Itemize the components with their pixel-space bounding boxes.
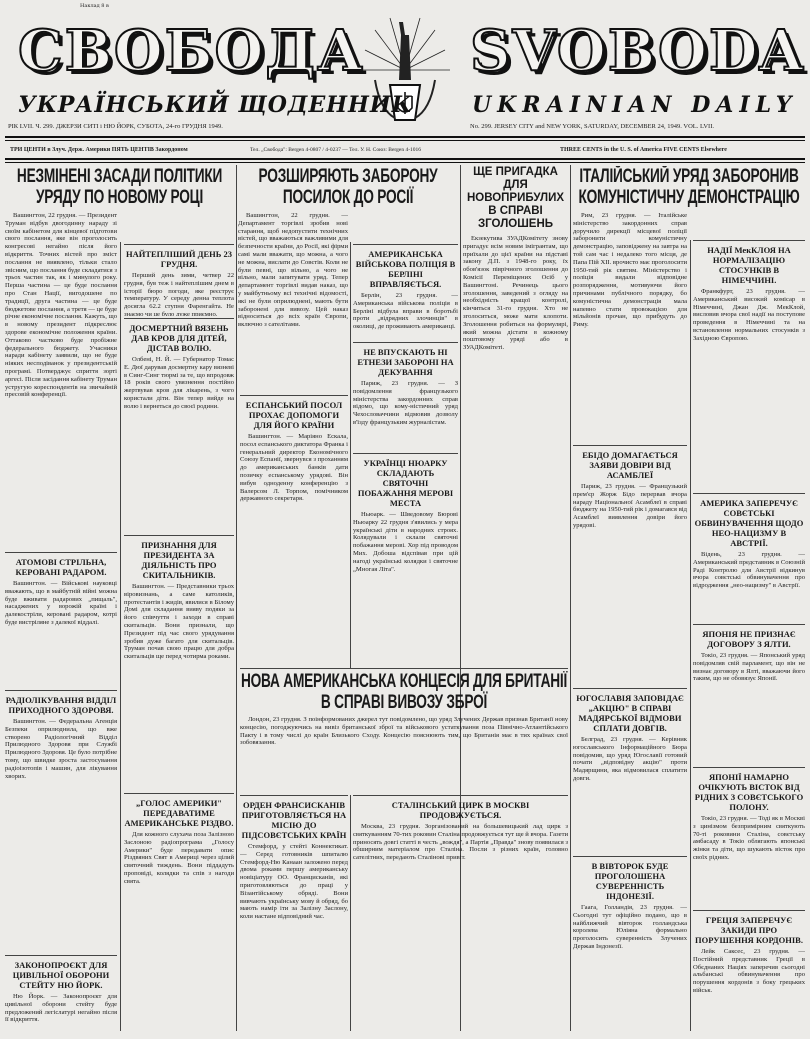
article-body: Ньюарк. — Шведовому Бюрові Ньюарку 22 грудня з'явились у мера українські діти в народних строях. Колядували і склали святочні побажання мерові. Хор під проводом Мих. Добоша відспівав при цій нагоді українські колядки і святочне „Многая Літа". <box>353 511 458 573</box>
divider <box>5 158 805 160</box>
article-body: Лейк Саксес, 23 грудня. — Постійний представник Греції в Обєднаних Націях заперечив сьогодні альбанські обвинувачення про порушення кордонів з боку грецьких військ. <box>693 948 805 994</box>
headline: ПРИЗНАННЯ ДЛЯ ПРЕЗИДЕНТА ЗА ДІЯЛЬНІСТЬ ПРО СКИТАЛЬНИКІВ. <box>141 540 217 580</box>
column-rule <box>570 165 571 1031</box>
headline: ЮГОСЛАВІЯ ЗАПОВІДАЄ „АКЦІЮ" В СПРАВІ МАДЯРСЬКОЇ ВІДМОВИ СПЛАТИ ДОВГІВ. <box>576 693 684 733</box>
article-franciscans <box>240 795 348 1035</box>
headline: НЕЗМІНЕНІ ЗАСАДИ ПОЛІТИКИ УРЯДУ ПО НОВОМУ РОЦІ <box>16 166 223 208</box>
phone-numbers: Тел. „Свобода": Bergen 4-0807 / 4-0237 — Тел. У. Н. Союз: Bergen 4-1016 <box>250 147 422 153</box>
article-indonesia-sovereignty <box>573 856 687 1036</box>
headline: СТАЛІНСЬКИЙ ЦИРК В МОСКВІ ПРОДОВЖУЄТЬСЯ. <box>391 800 530 820</box>
price-ukrainian: ТРИ ЦЕНТИ в Злуч. Держ. Америки ПЯТЬ ЦЕНТІВ Закордоном <box>10 147 188 153</box>
article-body: Стемфорд, у стейті Коннектикат. — Серед готовників шпиталю Стемфорд-Ню Канаан заложено перед двома роками першу американську новіціатуру ОО. Францисканів, які приготовляються до праці у Візантійському обряді. Вони вивчають українську мову й обряд, бо мають намір іти за Залізну Заслону, коли настане відповідний час. <box>240 843 348 921</box>
divider <box>5 136 805 138</box>
article-prisoner-blood <box>124 318 234 533</box>
article-body: Париж, 23 грудня. — З повідомлення французького міністерства закордонних справ відомо, що кому-ністичний уряд Чехословаччини відмовив дозволу в'їзду французьким журналістам. <box>353 380 458 426</box>
article-mccloy-hopes <box>693 240 805 490</box>
dateline-english: No. 299. JERSEY CITY and NEW YORK, SATURDAY, DECEMBER 24, 1949. VOL. LVII. <box>470 123 715 130</box>
article-stalin-circus <box>353 795 568 1035</box>
article-austria-neonazism <box>693 493 805 621</box>
headline: НАЙТЕПЛІШИЙ ДЕНЬ 23 ГРУДНЯ. <box>125 249 232 269</box>
headline: АТОМОВІ СТРІЛЬНА, КЕРОВАНІ РАДАРОМ. <box>15 557 107 577</box>
masthead-title-ukrainian: СВОБОДА <box>18 18 365 84</box>
article-body: Берлін, 23 грудня. — Американська військова поліція в Берліні відбула вправи в боротьбі проти „відрядних злочинців" в околиці, де проживають американці. <box>353 292 458 331</box>
headline: ЕСПАНСЬКИЙ ПОСОЛ ПРОХАЄ ДОПОМОГИ ДЛЯ ЙОГО КРАЇНИ <box>245 400 343 430</box>
headline: „ГОЛОС АМЕРИКИ" ПЕРЕДАВАТИМЕ АМЕРИКАНСЬКЕ РІЗДВО. <box>124 798 234 828</box>
divider <box>5 162 805 163</box>
article-atomic-missiles <box>5 552 117 687</box>
masthead-title-english: SVOBODA <box>470 18 805 84</box>
article-japan-yalta <box>693 624 805 764</box>
article-body: Для кожного слухача поза Залізною Заслоною радіопрограма „Голосу Америки" буде передавати опис Різдвяних Свят в Америці через цілий святочний тиждень. Вони піддадуть проповіді, колядки та спів з нагоди свята. <box>124 831 234 885</box>
column-rule <box>350 795 351 1031</box>
article-body: Вашингтон. — Представники трьох віровизнань, а саме католиків, протестантів і жидів, явилися в Білому Домі для складання вияву подяки за його співчуття і заходи в справі скитальців. Вони признали, що Президент під час свого урядування зробив дуже багато для скитальців. Труман почав свою працю для добра скитальців ще перед чотирма роками. <box>124 583 234 661</box>
headline: РОЗШИРЯЮТЬ ЗАБОРОНУ ПОСИЛОК ДО РОСІЇ <box>258 166 438 208</box>
article-body: Вашингтон. — Федеральна Агенція Безпеки оприлюднила, що вже створено Радіологічний Відділ Прилюдного Здоровя при Службі Прилюдного Здоровя. Це було потрібне тому, що швидке зроста застосування радіоізотопів і машин, для лікування хворих. <box>5 718 117 780</box>
article-body: Олбені, Н. Й. — Губернатор Томас Е. Дюї дарував досмертну кару вязневі в Синг-Синг тюрмі за те, що впродовж 18 років свого увязнення постійно жертвував кров для лікарень, з чого користали діти. Він тепер вийде на волю і вернеться до своєї родини. <box>124 356 234 410</box>
article-body: Екзекутива ЗУАДКомітету знову пригадує всім новим імігрантам, що приїхали до цієї країни на підставі закону Д.П. з 1948-го року, їх обов'язок піврічного зголошення до Комісії Переміщених Осіб у Вашингтоні. Речинець цього зголошення, заведений з огляду на необхідність кращої контролі, кінчиться 31-го грудня. Хто не зголоситься, може мати клопоти. Зголошення робиться на формулярі, який можна дістати в кожному поштовому уряді або в ЗУАДКомітеті. <box>463 235 568 352</box>
article-body: Токіо, 23 грудня. — Тоді як в Москві з цинізмом безпримірним святкують 70-ті роковини Сталіна, совєтську амбасаду в Токіо облягають японські жінки та діти, що шукають вісток про своїх рідних. <box>693 815 805 861</box>
headline: НЕ ВПУСКАЮТЬ НІ ЕТНЕЗИ ЗАБОРОНІ НА ДЕКУВАННЯ <box>357 347 454 377</box>
headline: ЗАКОНОПРОЄКТ ДЛЯ ЦИВІЛЬНОЇ ОБОРОНИ СТЕЙТУ НЮ ЙОРК. <box>12 960 110 990</box>
headline: НОВА АМЕРИКАНСЬКА КОНЦЕСІЯ ДЛЯ БРИТАНІЇ В СПРАВІ ВИВОЗУ ЗБРОЇ <box>240 671 568 713</box>
column-rule <box>236 165 237 1031</box>
article-body: Ню Йорк. — Законопроєкт для цивільної оборони стейту буде предложений легіслатурі негайно після її відкриття. <box>5 993 117 1024</box>
divider <box>5 140 805 141</box>
headline: В ВІВТОРОК БУДЕ ПРОГОЛОШЕНА СУВЕРЕННІСТЬ ІНДОНЕЗІЇ. <box>591 861 669 901</box>
article-british-arms-concession <box>240 668 568 793</box>
headline: АМЕРИКА ЗАПЕРЕЧУЄ СОВЄТСЬКІ ОБВИНУВАЧЕННЯ ЩОДО НЕО-НАЦИЗМУ В АВСТРІЇ. <box>694 498 804 548</box>
article-body: Лондон, 23 грудня. З поінформованих джерел тут повідомлено, що уряд Злучених Держав признав Британії нову концесію, погоджуючись на вивіз британської зброї та військового устаткування поза Північно-Атлантійського Пакту і в тому числі до країн Близького Сходу. Концесію пояснюють тим, що Британія має в тих країнах свої зобовязання. <box>240 716 568 747</box>
article-yugoslavia-hungary <box>573 688 687 853</box>
article-body: Париж, 23 грудня. — Французький прем'єр Жорж Бідо перервав вчора нараду Національної Асамблеї в справі бюджету на 1950-тий рік і домагався від Асамблеї виявлення довіри його урядові. <box>573 483 687 529</box>
article-voice-of-america <box>124 793 234 1035</box>
article-body: Гаага, Голландія, 23 грудня. — Сьогодні тут офіційно подано, що в найближчий вівторок голландська королева Юліяна формально проголосить суверенність Злучених Держав Індонезії. <box>573 904 687 950</box>
article-warmest-day <box>124 244 234 316</box>
headline: НАДІЇ МекКЛОЯ НА НОРМАЛІЗАЦІЮ СТОСУНКІВ В НІМЕЧЧИНІ. <box>707 245 791 285</box>
article-japanese-prisoners <box>693 767 805 907</box>
article-president-displaced-persons <box>124 535 234 790</box>
headline: РАДІОЛІКУВАННЯ ВІДДІЛ ПРИХОДНОГО ЗДОРОВЯ. <box>5 695 117 715</box>
headline: ГРЕЦІЯ ЗАПЕРЕЧУЄ ЗАКИДИ ПРО ПОРУШЕННЯ КОРДОНІВ. <box>695 915 803 945</box>
headline: ОРДЕН ФРАНСИСКАНІВ ПРИГОТОВЛЯЄТЬСЯ НА МІСІЮ ДО ПІДСОВЄТСЬКИХ КРАЇН <box>241 800 347 840</box>
article-czech-ban <box>353 342 458 450</box>
article-body: Вашингтон. — Маріяно Ескала, посол еспанського диктатора Франка і генеральний директор Економічного Союзу Еспанії, звернувся з проханням до американських банків дати позичку еспанському урядові. Він вибув одноденну конференцію з Валерсом Л. Торпом, помічником державного секретаря. <box>240 433 348 503</box>
article-newark-ukrainians <box>353 453 458 663</box>
headline: ЩЕ ПРИГАДКА ДЛЯ НОВОПРИБУЛИХ В СПРАВІ ЗГОЛОШЕНЬ <box>466 166 565 230</box>
article-body: Москва, 23 грудня. Зорганізований на большевицький лад цирк з святкуванням 70-тих роковин Сталіна продовжується тут ще й вчора. Газети приносять довгі статті в честь „вождя", а Партія „Правда" знову появилася з обширним матеріалом про Сталіна. Посли з різних країн, головно сателітних, передають Сталінові привіт. <box>353 823 568 862</box>
article-radiology-division <box>5 690 117 950</box>
article-greece-borders <box>693 910 805 1036</box>
article-body: Вашингтон. — Військові науковці вважають, що в майбутній війні можна буде вживати радарових „пищаль", насаджених у ворожій країні і далекостріли, керовані радаром, котрі буде вистріляне з далекої віддалі. <box>5 580 117 626</box>
article-spanish-ambassador <box>240 395 348 665</box>
headline: УКРАЇНЦІ НЮАРКУ СКЛАДАЮТЬ СВЯТОЧНІ ПОБАЖАННЯ МЕРОВІ МЕСТА <box>357 458 454 508</box>
article-body: Белград, 23 грудня. — Керівник югославського Інформаційного Бюра повідомив, що уряд Югославії готовий почати „відповідну акцію" проти Мадярщини, яка відмовилася сплатити довги. <box>573 736 687 782</box>
masthead-note: Наклад 8 в <box>80 3 109 9</box>
article-berlin-military-police <box>353 244 458 339</box>
headline: ІТАЛІЙСЬКИЙ УРЯД ЗАБОРОНИВ КОМУНІСТИЧНУ ДЕМОНСТРАЦІЮ <box>578 166 800 208</box>
headline: ЯПОНІЇ НАМАРНО ОЧІКУЮТЬ ВІСТОК ВІД РІДНИХ З СОВЄТСЬКОГО ПОЛОНУ. <box>694 772 804 812</box>
masthead-subtitle-english: UKRAINIAN DAILY <box>472 92 798 118</box>
article-bidault-confidence <box>573 445 687 685</box>
article-body: Відень, 23 грудня. — Американський представник в Союзній Раді Контролю для Австрії відкинув вчора совєтські обвинувачення про відродження „нео-нацизму" в Австрії. <box>693 551 805 590</box>
article-body: Перший день зими, четвер 22 грудня, був теж і найтеплішим днем в історії бюро погоди, яке реєструє температуру. У середу денна теплота досягла 62.2 ступня Фаренгайта. Не знаємо чи це було дуже приємно. <box>124 272 234 316</box>
headline: ЕБІДО ДОМАГАЄТЬСЯ ЗАЯВИ ДОВІРИ ВІД АСАМБЛЕЇ <box>582 450 678 480</box>
article-body: Вашингтон, 22 грудня. — Президент Труман відбув двогодинну нараду зі своїм кабінетом для кінцевої підготови свого послання, яке він проголосить конгресові негайно після його відкриття. Точних вістей про зміст послання не виявлено, тільки стало звісним, що послання буде складатися з трьох частин так, як і минулого року. Перша частина — це буде послання про Стан Нації, вигодошене по традиції, друга частина — це буде бюджетове послання, а третя — це буде річне економічне послання. Кажуть, що в новому президент підкреслює здорове економічне положення країни. Оттаково частково буде пробіжне федерального бюджету. Учасники наради кабінету заявили, що не буде ніяких несподіванок у президентській програмі. Потверджує сприття зорті аргесі. Після засідання кабінету Труман устругую кореспондентів на звичайній пресовій конференції. <box>5 212 117 399</box>
headline: ДОСМЕРТНИЙ ВЯЗЕНЬ ДАВ КРОВ ДЛЯ ДІТЕЙ, ДІСТАВ ВОЛЮ. <box>129 323 229 353</box>
dateline-ukrainian: РІК LVII. Ч. 299. ДЖЕРЗИ СИТІ і НЮ ЙОРК, СУБОТА, 24-го ГРУДНЯ 1949. <box>8 123 223 130</box>
article-body: Рим, 23 грудня. — Італійське міністерство закордонних справ доручило дирекції місцевої поліції заборонити комуністичну демонстрацію, заповіджену на завтра на той сам час і недалеко того місця, де Папа Пій XII. врочисто має проголосити 1950-тий рік святим. Міністерство і поліція видали відповідне розпорядження, мотивуючи його причинами публічного порядку, бо комуністична демонстрація мала напевно стати провокацією для мільйонів прочан, що прибудуть до Риму. <box>573 212 687 329</box>
article-immigrant-reminder <box>463 166 568 666</box>
article-body: Вашингтон, 22 грудня. — Департамент торгівлі зробив нові старання, щоб недопустити технічних вістей, що вважаються важливими для безпечности країни, до Росії, які фірми самі мали вважати, що можна, а чого не можна, вислати до Совєтів. Коли не були певні, що вільно, а чого не вільно, мали запитувати уряд. Тепер департамент торгівлі видав наказ, що у майбутньому всі технічні відомості, які не були оприлюднені, мають бути заборонені для вивозу. Цей наказ відноситься до всіх країн Європи, включно з сателітами. <box>238 212 348 329</box>
article-body: Франкфурт, 23 грудня. — Американський високий комісар в Німеччині, Джан Дж. МекКлой, висловив вчора свої надії на поступове проведення в Німеччині та на встановлення нормальних стосунків з Західною Європою. <box>693 288 805 342</box>
masthead-subtitle-ukrainian: УКРАЇНСЬКИЙ ЩОДЕННИК <box>18 92 413 118</box>
article-body: Токіо, 23 грудня. — Японський уряд повідомляв свій парламент, що він не визнає договору в Ялті, вважаючи його таким, що не обовязує Японії. <box>693 652 805 683</box>
headline: ЯПОНІЯ НЕ ПРИЗНАЄ ДОГОВОРУ З ЯЛТИ. <box>702 629 796 649</box>
headline: АМЕРИКАНСЬКА ВІЙСЬКОВА ПОЛІЦІЯ В БЕРЛІНІ ВПРАВЛЯЄТЬСЯ. <box>355 249 456 289</box>
price-english: THREE CENTS in the U. S. of America FIVE CENTS Elsewhere <box>560 147 727 153</box>
article-civil-defense <box>5 955 117 1035</box>
